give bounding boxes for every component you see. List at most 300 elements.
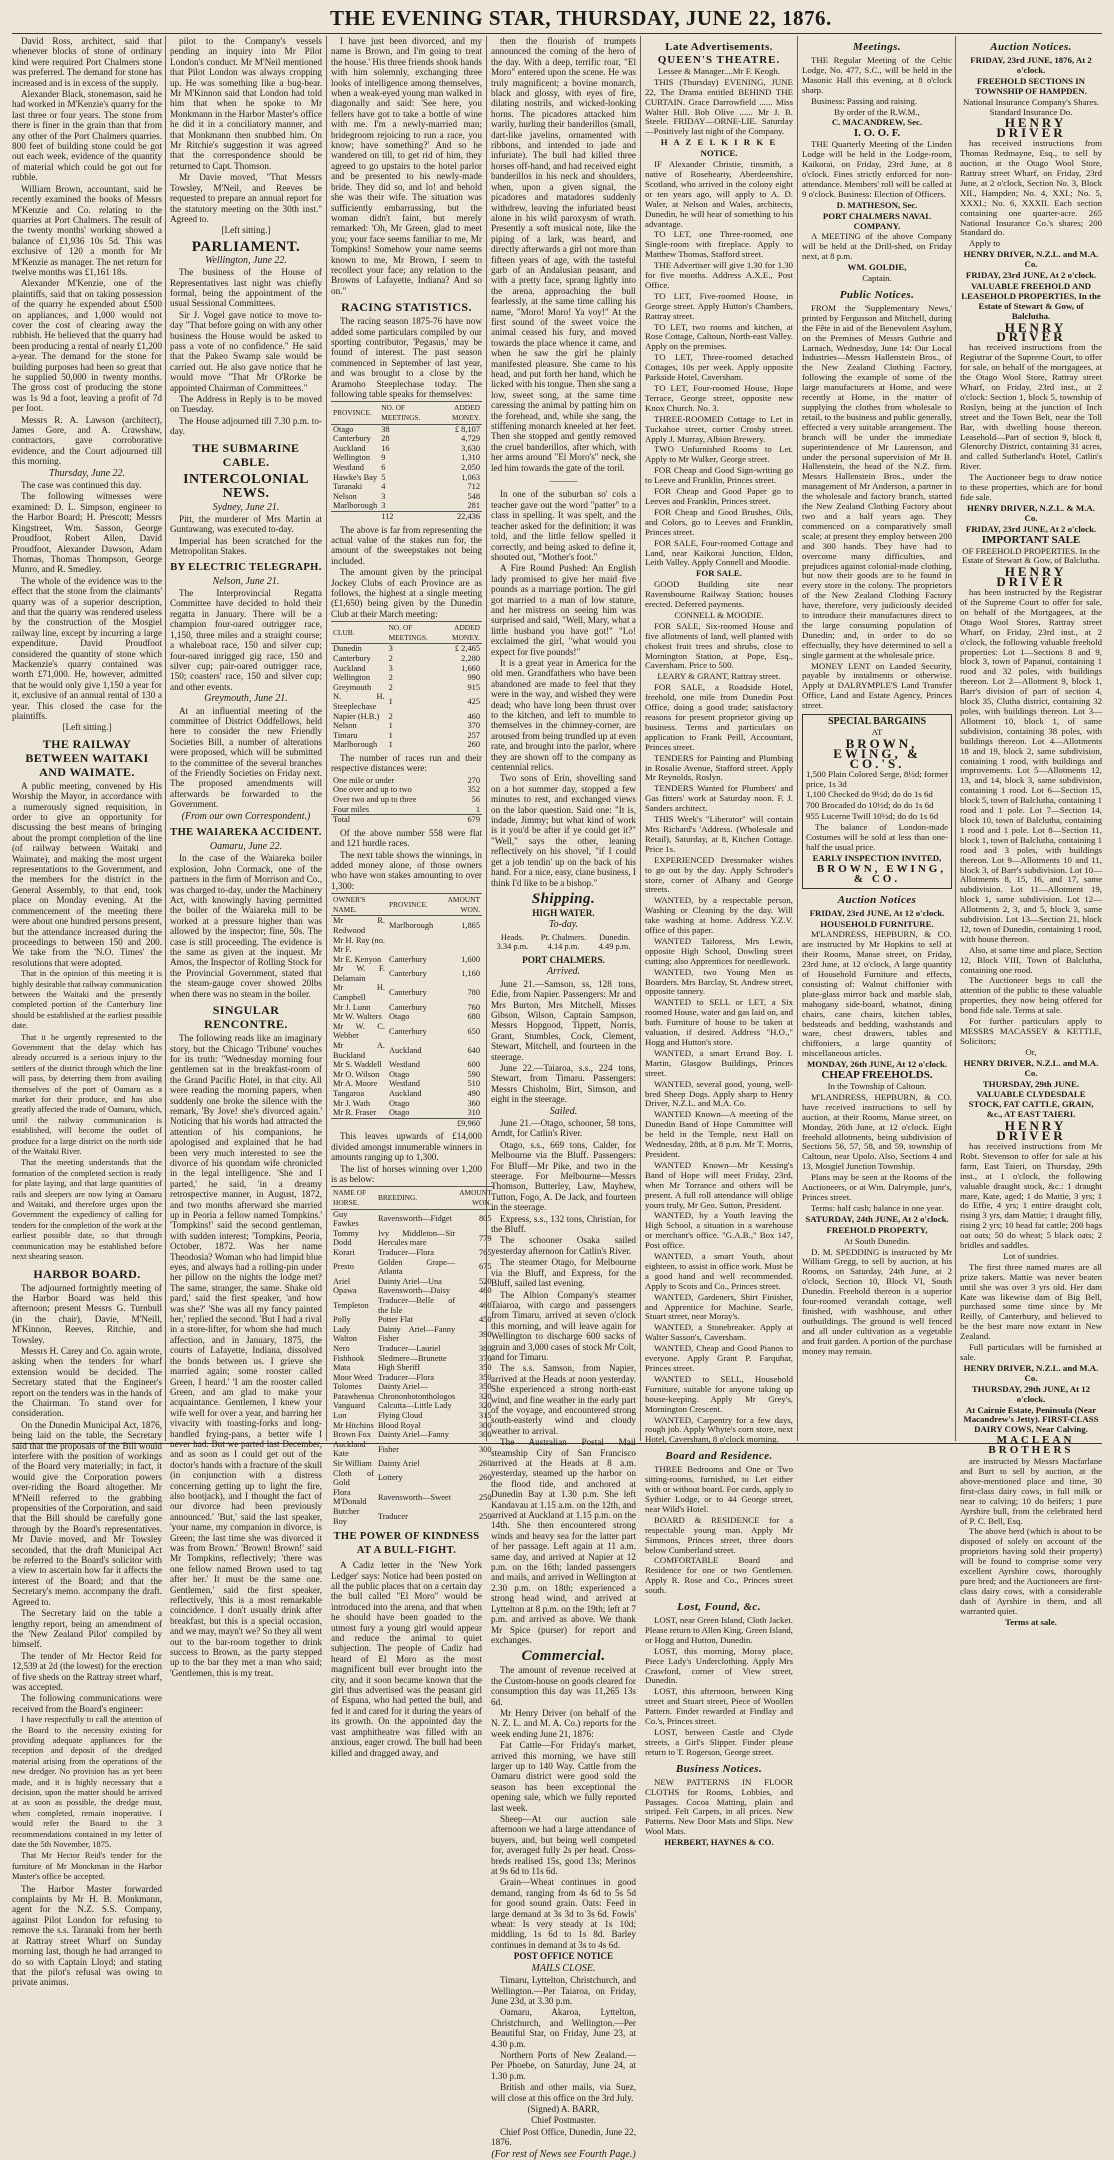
table-cell: 370 — [467, 721, 480, 731]
article-paragraph: David Ross, architect, said that whenever blocks of stone of ordinary kind were required Port Chalmers stone was preferred. The demand for stone has increased and is in excess of the supply. — [12, 36, 162, 88]
table-cell: Guy Fawkes — [333, 1209, 359, 1229]
naval-company-heading: PORT CHALMERS NAVAL COMPANY. — [822, 210, 932, 231]
bargains-list — [806, 770, 948, 823]
table-cell: 680 — [467, 1012, 480, 1022]
table-header-cell: NAME OF HORSE. — [331, 1187, 376, 1209]
table-cell: 1 — [388, 740, 393, 750]
table-cell: 320 — [478, 1391, 492, 1401]
article-paragraph: Sir J. Vogel gave notice to move to-day "That before going on with any other business the House would be asked to pass a vote of no confidence." He said that the Pakeo Swamp sale would be carried out. He also gave notice that he would move "That Mr O'Rorke be appointed Chairman of Committees." — [170, 309, 322, 393]
headline-waiareka-accident: THE WAIAREKA ACCIDENT. — [170, 827, 322, 838]
table-row — [331, 1411, 494, 1421]
auction-terms: Full particulars will be furnished at sale. — [960, 1342, 1102, 1362]
table-row — [331, 1507, 494, 1526]
meeting-signature: WM. GOLDIE, — [847, 262, 907, 273]
table-cell: 640 — [467, 1045, 480, 1055]
table-row — [331, 1209, 494, 1229]
auction-date: SATURDAY, 24th JUNE, At 2 o'clock. — [805, 1213, 949, 1224]
section-divider: ——— — [549, 476, 578, 487]
table-cell: 4,729 — [461, 434, 480, 444]
table-cell: Dainty Ariel—Fanny Fisher — [377, 1324, 456, 1344]
table-row — [331, 654, 482, 664]
table-cell: Mata — [333, 1363, 351, 1373]
table-cell: 350 — [478, 1363, 492, 1373]
auction-note: The first three named mares are all prize takers. Mattie was never beaten until she was over 3 yrs old. Her dam Kate was likewise dam of Big Bell, purchased some time since by Mr Reilly, of Canterbury, and believed to be the best mare now extant in New Zealand. — [960, 1261, 1102, 1342]
auction-date: FRIDAY, 23rd JUNE, At 2 o'clock. — [965, 270, 1097, 281]
table-cell: Marlborough — [389, 921, 434, 931]
article-paragraph: Mr Henry Driver (on behalf of the N. Z. L. and M. A. Co.) reports for the week ending June 21, 1876: — [491, 1707, 636, 1739]
table-row — [331, 434, 482, 444]
classified-ad: WANTED, two Young Men as Boarders. Mrs Barclay, St. Andrew street, opposite tannery. — [645, 966, 793, 997]
article-paragraph: The s.s. Samson, from Napier, arrived at the Heads at noon yesterday. She experienced a strong north-east wind, and fine weather in the early part of the voyage, and encountered strong south-easterly wind and cloudy weather to arrival. — [491, 1363, 636, 1436]
classified-ad: TENDERS for Painting and Plumbing in Rosalie Avenue, Stafford street. Apply Mr Reynolds, Roslyn. — [645, 752, 793, 783]
article-paragraph: pilot to the Company's vessels pending an inquiry into Mr Pilot London's conduct. Mr M'Neil mentioned that Pilot London was always cropping up. He was something like a bug-bear. Mr M'Kinnon said that London had told him that when he spoke to Mr Monkmann in the Harbor Master's office he did it in a conciliatory manner, and that Monkmann then snubbed him. On Mr Ritchie's suggestion it was agreed that the correspondence should be returned to Capt. Thomson. — [170, 36, 322, 171]
table-cell: 650 — [467, 1026, 480, 1036]
auction-signature: HENRY DRIVER, N.Z.L. & M.A. Co. — [967, 502, 1095, 523]
article-paragraph: June 22.—Taiaroa, s.s., 224 tons, Stewart, from Timaru. Passengers: Messrs Chisholm, Birt, Simson, and eight in the steerage. — [491, 1062, 636, 1105]
table-cell: 1 — [388, 697, 393, 707]
table-cell: 300 — [478, 1420, 492, 1430]
headline-meetings: Meetings. — [853, 41, 901, 53]
classified-ad: TO LET, Three-roomed detached Cottages, 10s per week. Apply opposite Parkside Hotel, Caversham. — [645, 352, 793, 383]
table-cell: 112 — [379, 511, 435, 521]
table-cell: 310 — [467, 1108, 480, 1118]
table-cell: Nelson — [333, 491, 357, 501]
table-cell: Otago — [389, 1108, 410, 1118]
classified-ad: WANTED, Cheap and Good Pianos to everyone. Apply Grant P. Farquhar, Princes street. — [645, 1343, 793, 1373]
meeting-by-order: By order of the R.W.M., — [834, 106, 920, 117]
auction-subheading: At South Dunedin. — [843, 1235, 911, 1246]
auction-terms: Terms: half cash; balance in one year. — [810, 1202, 944, 1213]
table-row — [331, 1108, 482, 1118]
table-cell — [331, 1118, 387, 1128]
article-paragraph: The schooner Osaka sailed yesterday afternoon for Catlin's River. — [491, 1235, 636, 1256]
table-cell: Timaru — [333, 730, 358, 740]
auction-note: Also, at same time and place, Section 12, Block VIII, Town of Balclutha, containing one rood. — [960, 944, 1102, 975]
article-paragraph: The House adjourned till 7.30 p.m. to-day. — [170, 415, 322, 437]
table-cell: Mr J. Wath — [333, 1098, 371, 1108]
table-cell — [331, 511, 379, 521]
article-paragraph: A Cadiz letter in the 'New York Ledger' says: Notice had been posted on all the public places that on a certain day the bull called "El Moro" would be introduced into the arena, and that when he should have been goaded to the utmost fury a young girl would appear and reduce the animal to quiet subjection. The people of Cadiz had heard of El Moro as the most magnificent bull ever brought into the city, and it soon became known that the girl thus advertised was the peasant girl of Espana, who had petted the bull, and fed it and cared for it during the years of its growth. On the appointed day the vast amphitheatre was filled with an anxious, eager crowd. The bull had been killed and dragged away, and — [331, 1560, 482, 1758]
table-cell: Taranaki — [333, 482, 363, 492]
meeting-signature: D. MATHESON, Sec. — [836, 199, 918, 210]
headline-harbor-board: HARBOR BOARD. — [33, 1266, 141, 1281]
table-provinces — [331, 401, 482, 521]
table-cell: 450 — [478, 1315, 492, 1325]
classified-ad: TO LET, two rooms and kitchen, at Rose Cottage, Caltoun, North-east Valley. Apply on the premises. — [645, 321, 793, 352]
headline-board-residence: Board and Residence. — [665, 1450, 773, 1463]
table-header-cell: CLUB. — [331, 622, 387, 644]
classified-ad: WANTED to SELL or LET, a Six roomed House, water and gas laid on, and bath. Furniture of house to be taken at valuation, if desired. Address "H.O.," Hogg and Hutton's store. — [645, 997, 793, 1047]
table-header-row — [491, 933, 636, 943]
table-cell: Dainty Ariel— — [377, 1382, 428, 1392]
auction-text: M'LANDRESS, HEPBURN, & CO. have received instructions to sell by auction, at their Rooms, Manse street, on Monday, 26th June, at 12 o'clock. Eight freehold allotments, being subdivision of Sections 56, 57, 58, and 59, township of Caltoun, near Upolo. Also, Sections 4 and 13, Mosgiel Junction Township. — [802, 1091, 952, 1172]
auction-note: The Auctioneer begs to draw notice to these properties, which are for bond fide sale. — [960, 472, 1102, 502]
table-cell — [387, 936, 435, 955]
table-cell: Westland — [389, 1079, 420, 1089]
table-row — [331, 1258, 494, 1277]
auction-text: are instructed by Messrs Macfarlane and Burt to sell by auction, at the above-mentioned place and time, 30 first-class dairy cows, in full milk or near to calving; 10 do heifers; 1 pure Ayrshire bull, from the celebrated herd of P. C. Bell, Esq. — [960, 1456, 1102, 1526]
table-row — [331, 1401, 494, 1411]
column-divider — [640, 36, 641, 1441]
classified-ad: GOOD Building site near Ravensbourne Railway Station; houses erected. Deferred payments. — [645, 579, 793, 610]
headline-commercial: Commercial. — [521, 1648, 606, 1665]
article-paragraph: The Interprovincial Regatta Committee have decided to hold their regatta in January. There will be a champion four-oared outrigger race, 1,150, three miles and a straight course; a whaleboat race, 150 and silver cup; four-oared inrigged gig race, 150 and silver cup; pair-oared outrigger race, 150; coasters' race, 150 and silver cup; and other events. — [170, 588, 322, 692]
table-cell: 3 — [388, 663, 393, 673]
classified-ad: LOST, near Green Island, Cloth Jacket. Please return to Allen King, Green Island, or Hogg and Hutton, Dunedin. — [645, 1615, 793, 1645]
table-cell — [435, 936, 482, 955]
table-cell: Templeton — [333, 1300, 369, 1310]
headline-power-of-kindness: THE POWER OF KINDNESS AT A BULL-FIGHT. — [333, 1531, 480, 1557]
headline-late-ads: Late Advertisements. — [665, 41, 773, 53]
table-header-cell: PROVINCE. — [331, 402, 379, 424]
article-paragraph: A public meeting, convened by His Worship the Mayor, in accordance with a numerously signed requisition, in order to give an opportunity for discussing the best means of bringing about the prompt completion of the line (of railway between Waitaki and Waimate), and making the most urgent representations to the Government, and the members for the district in the General Assembly, to that end, took place on Monday evening. At the commencement of the meeting there were about one hundred persons present, but the attendance increased during the proceedings to between 150 and 200. We take from the 'N.O. Times' the resolutions that were adopted. — [12, 780, 163, 968]
bargains-store-name: BROWN, EWING, & CO.'S. — [833, 735, 921, 771]
table-row — [331, 1089, 482, 1099]
article-paragraph: The tender of Mr Hector Reid for 12,539 at 2d (the lowest) for the erection of five sheds on the Rattray street wharf, was accepted. — [12, 1650, 163, 1692]
table-cell: Tangaroa — [333, 1089, 365, 1098]
article-paragraph: then the flourish of trumpets announced the coming of the hero of the day. With a deep, terrific roar, "El Moro" entered upon the scene. He was truly magnificent; a bovine monarch, black and glossy, with eyes of fire, dilating nostrils, and wicked-looking horns. The picadores attacked him warily, hurling their banderillos (small, dart-like javelins, ornamented with ribbons, and intended to jade and infuriate). The bull had killed three horses off-hand, and had received eight banderillos in his neck and shoulders, when, upon a given signal, the picadores and matadores suddenly withdrew, leaving the infuriated beast alone in his wild paroxysm of wrath. Presently a soft musical note, like the piping of a lark, was heard, and directly afterwards a girl not more than fifteen years of age, with the tasteful garb of an Andalusian peasant, and with a pretty face, sprang lightly into the arena, approaching the bull fearlessly, at the same time calling his name, "Moro! Moro! Ya voy!" At the first sound of the sweet voice the animal ceased his fury, and moved towards the place whence it came, and when he saw the girl he plainly manifested pleasure. She came to his head, and put forth her hand, which he licked with his tongue. Then she sang a low, sweet song, at the same time caressing the animal by patting him on the forehead, and, while she sang, the stiffening monarch kneeled at her feet. Then she stopped and gently removed the cruel banderillos, after which, with her arms around "El Moro's" neck, she led him towards the gate of the toril. — [491, 36, 636, 473]
table-cell: Mr J. Lunn — [333, 1002, 371, 1012]
table-cell: Mr R. Redwood — [333, 916, 385, 935]
ad-title: QUEEN'S THEATRE. — [657, 54, 781, 66]
table-row — [331, 492, 482, 502]
table-cell: Mr E. Kenyon — [333, 954, 382, 964]
table-cell: Mr W. C. Webber — [333, 1021, 385, 1041]
article-paragraph: The racing season 1875-76 have now added some particulars compiled by our sporting contributor, 'Pegasus,' may be found of interest. The past season commenced in September of last year, and was brought to a close by the Aramoho Steeplechase today. The following table speaks for themselves: — [331, 316, 482, 399]
classified-ad: EXPERIENCED Dressmaker wishes to go out by the day. Apply Schroder's store, corner of Albany and George streets. — [645, 854, 793, 895]
article-paragraph: In one of the suburban so' cols a teacher gave out the word "patter" to a class in spelling. It was spelt, and the teacher asked for the definition; it was told, and the little fellow spelled it correctly, and being asked to define it, shouted out, "Mother's foot." — [491, 489, 636, 562]
table-cell: 281 — [467, 501, 480, 511]
article-paragraph: British and other mails, via Suez, will close at this office on the 3rd July. — [491, 2082, 636, 2103]
table-row — [331, 1070, 482, 1080]
table-row — [331, 673, 482, 683]
auction-signature: HENRY DRIVER, N.Z.L. and M.A. Co. — [963, 1057, 1099, 1078]
article-paragraph: Express, s.s., 132 tons, Christian, for the Bluff. — [491, 1213, 636, 1235]
bargain-item: 955 Lucerne Twill 10½d; do do 1s 6d — [806, 811, 939, 822]
column-6 — [802, 36, 952, 1441]
article-paragraph: The adjourned fortnightly meeting of the Harbor Board was held this afternoon; present Messrs G. Turnbull (in the chair), Davie, M'Neill, M'Kinnon, Reeves, Ritchie, and Towsley. — [12, 1282, 162, 1345]
article-paragraph: A Fire Round Pushed: An English lady promised to give her maid five pounds as a marriage portion. The girl got married to a man of low stature, and her mistress on seeing him was surprised and said, "Well, Mary, what a little husband you have got!" "Lo! exclaimed the girl, "what would you expect for five pounds!" — [491, 563, 636, 657]
table-cell: Hawke's Bay — [333, 472, 378, 482]
column-1 — [12, 36, 163, 1988]
table-row — [331, 664, 482, 674]
classified-ad: FOR Cheap and Good Brushes, Oils, and Colors, go to Leeves and Franklin, Princes street. — [645, 506, 793, 537]
bargains-invite: EARLY INSPECTION INVITED, — [812, 852, 942, 863]
classified-ad: IF Alexander Christie, tinsmith, a native of Rosehearty, Aberdeenshire, Scotland, who arrived in the colony eight or ten years ago, will apply to A. D. Waler, at Nelson and Wales, architects, Dunedin, he will hear of something to his advantage. — [645, 159, 793, 229]
table-total-row — [331, 1118, 482, 1128]
table-cell: 2,050 — [461, 462, 480, 472]
table-cell: Otago — [389, 1012, 410, 1022]
auctioneer-name: HENRY DRIVER — [996, 319, 1067, 345]
table-cell: 1,600 — [461, 954, 480, 964]
table-cell: 250 — [478, 1511, 492, 1521]
classified-ad: WANTED, by a Youth leaving the High School, a situation in a warehouse or merchant's office. "G.A.B.," Box 147, Post office. — [645, 1210, 793, 1251]
table-row — [331, 1363, 494, 1373]
table-cell: Potter Flat — [377, 1315, 414, 1325]
table-cell: 1,865 — [461, 921, 480, 931]
table-row — [331, 501, 482, 511]
table-cell: Westland — [389, 1060, 420, 1070]
article-paragraph: Grain—Wheat continues in good demand, ranging from 4s 6d to 5s 5d for good sound grain. Oats: Feed in large demand at 3s 3d to 3s 6d. Fowls' wheat: Is very steady at 1s 10d; middling, 1s 6d to 1s 8d. Barley continues in demand at 3s to 4s 6d. — [491, 1877, 636, 1950]
table-cell: Heads. — [500, 932, 524, 942]
article-paragraph: Messrs R. A. Lawson (architect), James Gore, and A. Crawshaw, contractors, gave corroborative evidence, and the Court adjourned till this morning. — [12, 414, 162, 467]
classified-ad: TO LET, Five-roomed House, in George street. Apply Hutton's Chambers, Rattray street. — [645, 290, 793, 321]
column-7 — [960, 36, 1102, 1627]
table-cell: Total — [331, 815, 458, 825]
table-cell: Canterbury — [389, 988, 427, 998]
classified-ad: LOST, this afternoon, between King street and Stuart street, Piece of Woollen Pattern. Finder rewarded at Findlay and Co.'s, Princes street. — [645, 1686, 793, 1727]
auctioneer-name: HENRY DRIVER — [996, 564, 1067, 590]
table-row — [331, 1430, 494, 1440]
table-header-cell: AMOUNT WON. — [435, 894, 482, 916]
table-header-cell: BREEDING. — [376, 1187, 457, 1209]
table-cell: 765 — [478, 1247, 492, 1257]
dateline: Nelson, June 21. — [212, 575, 280, 587]
article-paragraph: The amount of revenue received at the Custom-house on goods cleared for consumption this day was 11,265 13s 6d. — [491, 1665, 636, 1707]
table-row — [331, 1003, 482, 1013]
auction-heading: At Cairnie Estate, Peninsula (Near Macandrew's Jetty). FIRST-CLASS DAIRY COWS, Near Calving. — [963, 1404, 1099, 1435]
table-cell: Canterbury — [389, 1026, 427, 1036]
classified-ad: WANTED, a smart Errand Boy. I. Martin, Glasgow Buildings, Princes street. — [645, 1047, 793, 1078]
table-cell: 1,660 — [461, 663, 480, 673]
table-cell: 679 — [458, 815, 482, 825]
public-notice: MONEY LENT on Landed Security, payable by instalments or otherwise. Apply at DALRYMPLE'S Land Transfer Office, Land and Estate Agency, Princes street. — [802, 660, 952, 711]
table-row — [331, 1296, 494, 1315]
table-cell: Traducer—Belle of the Isle — [377, 1295, 456, 1315]
table-cell: 990 — [467, 673, 480, 683]
table-cell: Greymouth — [333, 682, 372, 692]
bargains-store-signature: BROWN, EWING, & CO. — [816, 862, 947, 885]
table-cell: 1 — [388, 730, 393, 740]
table-header-row — [331, 622, 482, 644]
ioof-heading: I. O. O. F. — [853, 127, 901, 140]
classified-ad: THE Advertiser will give 1.30 for 1.30 for five months. Address A.X.E., Post Office. — [645, 260, 793, 290]
article-paragraph: Otago, s.s., 669 tons, Calder, for Melbourne via the Bluff. Passengers: For Bluff—Mr Pike, and two in the steerage. For Melbourne—Messrs Thomson, Butterley, Law, Mayhew, Tutton, Fogo, A. De Jack, and fourteen in the steerage. — [491, 1139, 636, 1213]
table-cell: One mile or under — [333, 775, 395, 785]
table-cell: 300 — [478, 1430, 492, 1440]
table-row — [331, 1041, 482, 1060]
table-cell: 38 — [381, 424, 390, 434]
meeting-notice: THE Regular Meeting of the Celtic Lodge, No. 477, S.C., will be held in the Masonic Hall this evening, at 8 o'clock sharp. — [802, 55, 952, 95]
table-header-cell: AMOUNT WON. — [457, 1187, 493, 1209]
article-paragraph: The business of the House of Representatives last night was chiefly formal, being the appointment of the usual Sessional Committees. — [170, 267, 322, 309]
article-paragraph: The Address in Reply is to be moved on Tuesday. — [170, 394, 322, 415]
table-cell: Dainty Ariel—Fanny — [377, 1430, 449, 1440]
article-paragraph: Fat Cattle—For Friday's market, arrived this morning, we have still larger up to 140 Way. Cattle from the Oamaru district were good sold the season has been exceptional the opening sale, which we fully reported last week. — [491, 1740, 636, 1813]
table-cell: Golden Grape—Atlanta — [377, 1257, 456, 1277]
article-paragraph: Mr Davie moved, "That Messrs Towsley, M'Neil, and Reeves be requested to prepare an annual report for the statutory meeting on the 30th inst." Agreed to. — [170, 172, 322, 224]
auction-subheading: In the Township of Caltoun. — [827, 1081, 927, 1091]
table-cell: Mr Hitchins — [333, 1420, 374, 1430]
table-row — [491, 942, 636, 952]
classified-ad: COMFORTABLE Board and Residence for one or two Gentlemen. Apply R. Rose and Co., Princes street south. — [645, 1555, 793, 1596]
table-cell: Napier (H.B.) — [333, 711, 380, 721]
table-cell: Nero — [333, 1343, 350, 1353]
table-cell: Dainty Ariel — [377, 1459, 420, 1469]
bargains-heading: SPECIAL BARGAINS — [827, 716, 927, 728]
table-cell: Traducer — [377, 1511, 408, 1521]
table-cell: Brown Fox — [333, 1430, 371, 1440]
auction-text: D. M. SPEDDING is instructed by Mr William Gregg, to sell by auction, at his Rooms, on Saturday, 24th June, at 2 o'clock, Section 10, Block VI, South Dunedin. Freehold thereon is a superior four-roomed verandah cottage, well finished, with washhouse, and other outbuildings. The ground is well fenced and all under cultivation as a vegetable and fruit garden. A portion of the purchase money may remain. — [802, 1246, 952, 1356]
table-cell: Presto — [333, 1262, 354, 1272]
table-row — [331, 1079, 482, 1089]
table-cell: Wellington — [333, 673, 371, 683]
meeting-notice: THE Quarterly Meeting of the Linden Lodge will be held in the Lodge-room, Kaikorai, on Friday, 23rd June, at 8 o'clock. Fines strictly enforced for non-attendance. Members' roll will be called at 9 o'clock. Business: Election of Officers. — [802, 139, 952, 199]
table-row — [331, 785, 482, 795]
table-cell: Traducer—Lauriel — [377, 1343, 441, 1353]
table-cell: Polly — [333, 1315, 351, 1325]
notice-heading: NOTICE. — [700, 148, 738, 159]
table-cell: Canterbury — [333, 434, 371, 444]
table-cell: 257 — [467, 730, 480, 740]
table-cell: Butcher Boy — [333, 1507, 360, 1526]
table-cell: 460 — [467, 711, 480, 721]
table-header-cell: ADDED MONEY. — [436, 402, 482, 424]
table-cell: 510 — [467, 1079, 480, 1089]
table-cell: 548 — [467, 491, 480, 501]
auction-heading: CHEAP FREEHOLDS. — [821, 1069, 933, 1082]
classified-ad: BOARD & RESIDENCE for a respectable young man. Apply Mr Simmons, Princes street, three doors below Cumberland street. — [645, 1514, 793, 1555]
table-cell: Lottery — [377, 1473, 403, 1483]
column-divider — [955, 36, 956, 1441]
bargains-at: AT — [871, 727, 883, 737]
article-paragraph: Two sons of Erin, shovelling sand on a hot summer day, stopped a few minutes to rest, and exchanged views on the labor question. Said one: "It is, indade, Jimmy; but what kind of work is it you'd be after if ye could get it?" "Well," says the other, leaning reflectively on his shovel, "if I could get a job tendin' up on the back of his hand. For a nice, easy, clane business, I think I'd like to be a bishop." — [491, 773, 636, 888]
classified-ad: WANTED, by a respectable person, Washing or Cleaning by the day. Will take washing at home. Address Y.Z.V. office of this paper. — [645, 895, 793, 936]
table-cell: 915 — [467, 682, 480, 692]
article-paragraph: The following reads like an imaginary story, but the Chicago 'Tribune' vouches for its truth: "Wednesday morning four gentlemen sat in the breakfast-room of the Grand Pacific Hotel, in that city. All were reading the morning papers, when suddenly one broke the silence with the remark, 'By Jove! she's divorced again.' Noticing that his words had attracted the attention of his companions, he apologised and explained that he had been very much interested to see the divorce of his quondam wife chronicled in the legal intelligence. 'She and I parted,' he said, 'in a dreamy retrospective manner, in August, 1872, and two months afterward she married up in Peoria a fellow named Tompkins.' 'Tompkins!' said the second gentleman, with sudden interest; 'Tompkins, Peoria, October, 1872. Was her name Theodosia? Woman who had limpid blue eyes, and always had a rolling-pin under her pillow on the nights the lodge met? The same, stranger, the same. Shake old pard,' said the first speaker, 'and how was she?' 'She was all my fancy painted her,' replied the second. 'But I had a rival in a store-lifter, for whom she had much affection, and in January, 1875, the courts of Lafayette, Indiana, dissolved the bonds between us. I grieve she married again; some rooster called Green, I heard.' 'I am the rooster called Green, and am glad to make your acquaintance. Gentlemen, I knew your wife well for over a year, and barring her vivacity with toasting-forks and long-handled frying-pans, a better wife I never had. But we parted last December, and as soon as I could get out of the doctor's hands with a fracture of the skull (in conjunction with a distress concerning getting up to light the fire, also bootjack), and I thought the fact of our divorce had been previously announced.' 'But,' said the last speaker, 'your name, my companion in divorce, is Green; the last time she was divorced it was from Brown.' 'Brown! Brown!' said Mr Tompkins, reflectively; 'there was one fellow named Brown used to tag after her.' It must be the same one. Gentlemen,' said the first speaker, reflectively, 'this is a most remarkable coincidence. I don't usually drink after breakfast, but this is a special occasion, and we may, mayn't we? So they all went out to the bar-room together to drink success to Brown, as the party stepped up to the bar they met a man who said; 'Gentlemen, this is my treat. — [170, 1033, 322, 1678]
classified-ad: FOR Cheap and Good Sign-writing go to Leeve and Franklin, Princes street. — [645, 465, 793, 486]
article-paragraph: The next table shows the winnings, in added money alone, of those owners who have won stakes amounting to over 1,300: — [331, 849, 482, 891]
table-cell: Cloth of Gold — [333, 1468, 374, 1488]
table-cell: Canterbury — [389, 954, 427, 964]
table-cell: Auckland — [333, 443, 366, 453]
bargain-item: 700 Brocaded do 10½d; do do 1s 6d — [806, 800, 934, 811]
table-cell: 490 — [467, 1089, 480, 1098]
article-paragraph: The case was continued this day. — [21, 480, 142, 491]
table-cell: 779 — [478, 1233, 492, 1243]
table-row — [331, 1286, 494, 1296]
classified-ad: WANTED to SELL, Household Furniture, suitable for anyone taking up house-keeping. Apply Mr Grey's, Mornington Crescent. — [645, 1373, 793, 1414]
auction-note: For further particulars apply to MESSRS MACASSEY & KETTLE, Solicitors; — [960, 1016, 1102, 1046]
article-paragraph: The following communications were received from the Board's engineer: — [12, 1693, 162, 1714]
table-row — [331, 936, 482, 955]
meeting-signature: C. MACANDREW, Sec. — [831, 117, 923, 128]
article-paragraph: Alexander Black, stonemason, said he had worked in M'Kenzie's quarry for the last three or four years. The stone from there is finer in the grain than that from any other of the Port Chalmers quarries. 800 feet of building stone could be got out each week, evidence of the quantity of material which could be got out for rubble. — [12, 89, 162, 183]
footer-note: (For rest of News see Fourth Page.) — [491, 2148, 636, 2160]
ad-subtitle: Lessee & Manager....Mr F. Keogh. — [658, 65, 780, 76]
classified-ad: FOR SALE, Four-roomed Cottage and Land, near Kaikorai Junction, Eldon, Leith Valley. Apply Connell and Moodie. — [645, 537, 793, 568]
headline-parliament: PARLIAMENT. — [191, 238, 301, 255]
table-cell: 805 — [478, 1214, 492, 1224]
classified-ad: THREE-ROOMED Cottage to Let in Tuckahoe street, corner Crosby street. Apply J. Murray, Albion Brewery. — [645, 413, 793, 444]
auction-date: FRIDAY, 23rd JUNE, 1876, At 2 o'clock. — [970, 55, 1092, 75]
table-cell: 5 — [381, 472, 386, 482]
column-divider — [797, 36, 798, 1441]
table-cell: Mr W. F. Delamain — [333, 964, 385, 983]
table-cell: Auckland — [333, 663, 366, 673]
port-heading: PORT CHALMERS. — [522, 954, 605, 965]
table-header-row — [331, 1187, 494, 1209]
ad-banner: H A Z E L K I R K E — [660, 137, 778, 148]
auction-subheading: OF FREEHOLD PROPERTIES. In the Estate of Stewart & Gow, of Balclutha. — [962, 545, 1100, 566]
table-cell: Auckland Kate — [333, 1439, 366, 1459]
table-cell: 780 — [467, 988, 480, 998]
table-horses — [331, 1186, 494, 1526]
bargains-box — [802, 714, 952, 889]
article-paragraph: Pitt, the murderer of Mrs Martin at Guntawang, was executed to-day. — [170, 514, 322, 535]
article-paragraph: Messrs H. Carey and Co. again wrote, asking when the tenders for wharf extension would be decided. The Secretary stated that the Engineer's report on the tenders was in the hands of the Chairman. To stand over for consideration. — [12, 1345, 162, 1419]
ad-signature: HERBERT, HAYNES & CO. — [664, 1837, 774, 1848]
table-row — [331, 955, 482, 965]
auction-date: THURSDAY, 29th JUNE, At 12 o'clock. — [971, 1383, 1091, 1404]
article-paragraph: The Australian Postal Mail steamship City of San Francisco arrived at the Heads at 8 a.m. yesterday, steamed up the harbor on the flood tide, and anchored at Dunedin Bay at 1.30 p.m. She left Kandavau at 1.15 a.m. on the 12th, and arrived at Auckland at 1.15 p.m. on the 14th. She then encountered strong winds and heavy sea for the latter part of her passage. Left again at 11 a.m. same day, and arrived at Napier at 12 p.m. on the 16th; landed passengers and mails, and arrived in Wellington at 2.30 p.m. on 18th; experienced a strong head wind, and arrived at Lyttelton at 8 p.m. on the 19th; left at 7 p.m. and arrived as above. We thank Mr Spice (purser) for report and exchanges. — [491, 1437, 636, 1645]
table-header-cell: NO. OF MEETINGS. — [387, 622, 440, 644]
headline-lost-found: Lost, Found, &c. — [677, 1601, 761, 1614]
table-cell: Otago — [333, 424, 354, 434]
table-row — [331, 683, 482, 693]
table-cell: 300 — [478, 1444, 492, 1454]
classified-ad: WANTED, Carpentry for a few days, rough job. Apply Whyte's corn store, next Hotel, Caversham, 8 o'clock morning. — [645, 1414, 793, 1445]
table-cell: 370 — [478, 1353, 492, 1363]
table-cell: 760 — [467, 1002, 480, 1012]
table-cell: 3 — [381, 501, 386, 511]
table-cell: Traducer—Flora — [377, 1372, 434, 1382]
table-header-cell: NO. OF MEETINGS. — [379, 402, 435, 424]
arrived-heading: Arrived. — [546, 966, 581, 978]
table-row — [331, 1022, 482, 1041]
auction-text: has received instructions from the Registrar of the Supreme Court, to offer for sale, on behalf of the mortgagees, at the Otago Wool Store, Rattray street Wharf, on Friday, 23rd inst., at 2 o'clock: Section 1, block 5, township of Roslyn, being at the junction of Inch street and the Town Belt, near the Toll Bar, with dwelling house thereon. Leasehold—Part of section 9, block 8, Glenorchy District, containing 31 acres, and called Sutherland's Hotel, Catlin's River. — [960, 342, 1102, 472]
table-row — [331, 740, 482, 750]
table-cell: Korari — [333, 1247, 355, 1257]
table-cell: Calcutta—Little Lady — [377, 1401, 452, 1411]
table-cell: 260 — [478, 1473, 492, 1483]
table-cell: Dunedin — [333, 644, 362, 654]
classified-ad: LOST, this morning, Moray place, Piece Lady's Underclothing. Apply Mrs Crawford, corner of View street, Dunedin. — [645, 1645, 793, 1686]
high-water-heading: HIGH WATER. — [532, 907, 595, 918]
headline-submarine-cable: THE SUBMARINE CABLE. — [192, 440, 300, 469]
dateline: Greymouth, June 21. — [204, 693, 288, 705]
headline-electric-telegraph: BY ELECTRIC TELEGRAPH. — [170, 561, 322, 573]
table-cell: 22,436 — [436, 511, 482, 521]
article-paragraph: Sheep—At our auction sale afternoon we had a large attendance of buyers, and, but being well competed for, averaged fully 2s per head. Cross-breds realised 15s, good 13s; Merinos at 9s 6d to 11s 6d. — [491, 1814, 636, 1877]
table-cell: 56 — [471, 794, 480, 804]
article-paragraph: Oamaru, Akaroa, Lyttelton, Christchurch, and Wellington.—Per Beautiful Star, on Friday, June 23, at 4.30 p.m. — [491, 2007, 636, 2049]
table-row — [331, 1354, 494, 1364]
table-row — [331, 1315, 494, 1325]
table-cell: 3 — [381, 491, 386, 501]
left-sitting-note: [Left sitting.] — [221, 225, 271, 236]
auction-date: THURSDAY, 29th JUNE. — [982, 1078, 1080, 1089]
table-cell: 320 — [478, 1401, 492, 1411]
dateline: Thursday, June 22. — [48, 467, 126, 479]
headline-business-notices: Business Notices. — [675, 1762, 763, 1775]
table-cell: 3 — [388, 644, 393, 654]
classified-ad: WANTED Known—A meeting of the Dunedin Band of Hope Committee will be held in the Temple, next Hall on Wednesday, 28th, at 8 p.m. Mr T. Morris, President. — [645, 1109, 793, 1159]
table-cell: 2 — [388, 653, 393, 663]
dateline: Oamaru, June 22. — [209, 841, 283, 852]
article-paragraph: The Harbor Master forwarded complaints by Mr H. B. Monkmann, agent for the N.Z. S.S. Company, against Pilot London for refusing to remove the s.s. Taranaki from her berth at Rattray street Wharf on Sunday morning last, though he had arranged to do so with Captain Lloyd; and stating that the pilot's refusal was owing to private animus. — [12, 1883, 162, 1988]
auctioneer-name: HENRY DRIVER — [996, 115, 1067, 141]
table-row — [331, 1488, 494, 1507]
table-cell: 1 — [388, 721, 393, 731]
table-row — [331, 1344, 494, 1354]
auction-signature: HENRY DRIVER, N.Z.L. and M.A. Co. — [963, 1362, 1099, 1383]
classified-ad: THREE Bedrooms and One or Two sitting-rooms, furnished, to Let either with or without board. For cards, apply to Sythier Lodge, or to 44 George street, near Wild's Hotel. — [645, 1464, 793, 1514]
article-paragraph: The following witnesses were examined: D. L. Simpson, engineer to the Harbor Board; H. Prescott; Messrs Kingstreet, Wm. Sasson, George Proudfoot, Robert Allen, David Proudfoot, Alexander Dawson, Adam Thomas, Thomas Thompson, George Munro, and R. Smedley. — [12, 491, 162, 575]
table-cell: Mr A. Moore — [333, 1079, 378, 1089]
signature-title: Chief Postmaster. — [531, 2115, 596, 2126]
high-water-subheading: To-day. — [548, 919, 579, 931]
